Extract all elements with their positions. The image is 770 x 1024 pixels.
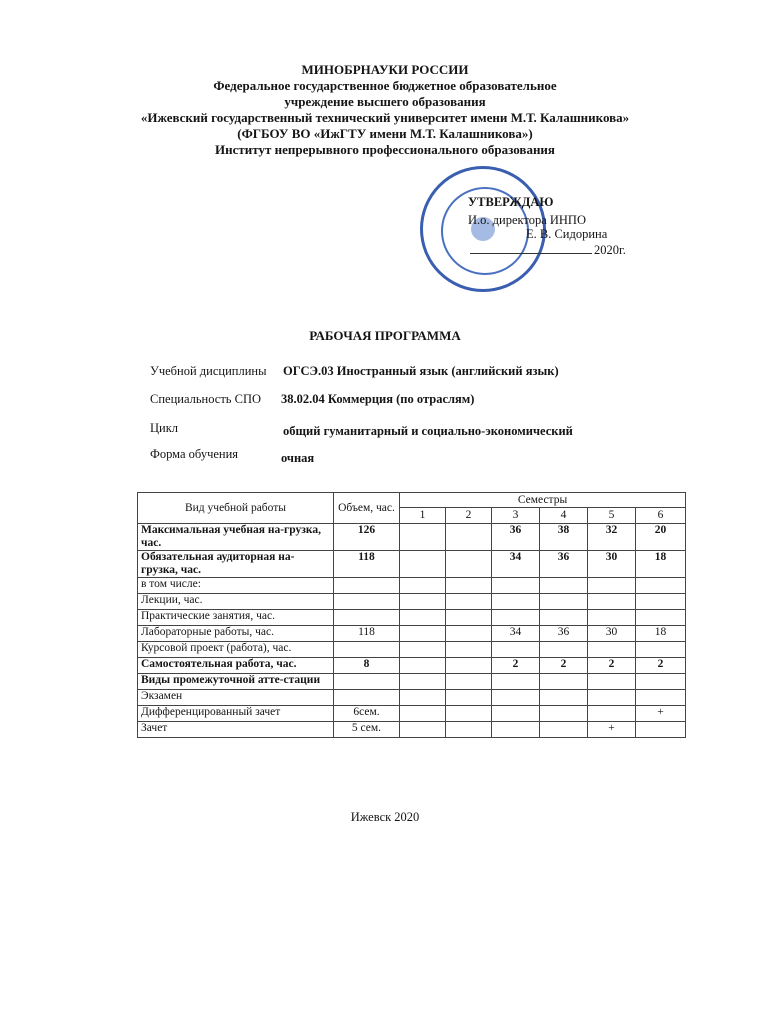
approval-signer: Е. В. Сидорина — [526, 227, 608, 241]
semester-cell: 2 — [540, 658, 588, 674]
row-volume: 126 — [334, 524, 400, 551]
row-label: Курсовой проект (работа), час. — [138, 642, 334, 658]
semester-cell — [400, 690, 446, 706]
semester-cell — [446, 642, 492, 658]
semester-cell — [446, 674, 492, 690]
semester-cell: 34 — [492, 551, 540, 578]
semester-cell: 18 — [636, 626, 686, 642]
discipline-label: Учебной дисциплины — [150, 364, 267, 378]
row-label: Самостоятельная работа, час. — [138, 658, 334, 674]
semester-cell — [492, 578, 540, 594]
semester-cell — [636, 578, 686, 594]
table-row — [138, 658, 686, 674]
semester-cell — [400, 658, 446, 674]
semester-cell — [588, 578, 636, 594]
semester-cell — [540, 690, 588, 706]
semester-header: 1 — [400, 508, 446, 524]
semester-cell — [446, 690, 492, 706]
ministry-name: МИНОБРНАУКИ РОССИИ — [301, 62, 469, 77]
row-label: Лекции, час. — [138, 594, 334, 610]
col-header-type: Вид учебной работы — [138, 493, 334, 524]
semester-cell: 38 — [540, 524, 588, 551]
semester-cell — [446, 524, 492, 551]
semester-cell — [540, 642, 588, 658]
table-row — [138, 551, 686, 578]
cycle-label: Цикл — [150, 421, 179, 435]
university-name: «Ижевский государственный технический университет имени М.Т. Калашникова» — [140, 110, 630, 125]
row-volume: 118 — [334, 551, 400, 578]
table-row — [138, 706, 686, 722]
table-body — [138, 524, 686, 738]
table-row — [138, 642, 686, 658]
semester-cell — [588, 706, 636, 722]
semester-cell — [588, 642, 636, 658]
city-year: Ижевск 2020 — [350, 810, 420, 824]
semester-cell: 34 — [492, 626, 540, 642]
semester-cell — [400, 642, 446, 658]
row-label: Лабораторные работы, час. — [138, 626, 334, 642]
study-form-label: Форма обучения — [150, 447, 239, 461]
table-row — [138, 524, 686, 551]
semester-cell — [636, 674, 686, 690]
semester-cell — [588, 674, 636, 690]
col-header-semesters: Семестры — [400, 493, 686, 508]
semester-cell — [540, 594, 588, 610]
semester-cell — [446, 551, 492, 578]
row-volume: 8 — [334, 658, 400, 674]
approval-position: И.о. директора ИНПО — [468, 213, 586, 227]
semester-cell — [400, 722, 446, 738]
row-volume — [334, 610, 400, 626]
semester-cell — [492, 690, 540, 706]
semester-cell — [588, 594, 636, 610]
row-label: Экзамен — [138, 690, 334, 706]
semester-cell — [540, 578, 588, 594]
semester-cell: + — [588, 722, 636, 738]
semester-header: 5 — [588, 508, 636, 524]
row-label: Виды промежуточной атте-стации — [138, 674, 334, 690]
semester-cell — [492, 594, 540, 610]
semester-cell — [446, 626, 492, 642]
semester-cell — [400, 594, 446, 610]
approval-title: УТВЕРЖДАЮ — [468, 195, 554, 209]
semester-cell — [588, 690, 636, 706]
semester-header: 4 — [540, 508, 588, 524]
semester-cell — [400, 674, 446, 690]
semester-cell — [400, 524, 446, 551]
semester-cell — [540, 706, 588, 722]
semester-header: 2 — [446, 508, 492, 524]
semester-cell — [400, 610, 446, 626]
specialty-value: 38.02.04 Коммерция (по отраслям) — [281, 392, 475, 406]
semester-cell — [540, 722, 588, 738]
row-volume — [334, 642, 400, 658]
row-volume — [334, 690, 400, 706]
row-volume: 118 — [334, 626, 400, 642]
semester-cell — [540, 674, 588, 690]
row-label: Зачет — [138, 722, 334, 738]
semester-cell: 32 — [588, 524, 636, 551]
row-volume: 6сем. — [334, 706, 400, 722]
semester-cell — [446, 722, 492, 738]
semester-cell: 36 — [540, 626, 588, 642]
cycle-value: общий гуманитарный и социально-экономический — [283, 424, 573, 438]
org-type-line: Федеральное государственное бюджетное образовательное — [213, 78, 557, 93]
semester-cell — [636, 594, 686, 610]
row-label: в том числе: — [138, 578, 334, 594]
semester-cell — [492, 722, 540, 738]
semester-cell: 20 — [636, 524, 686, 551]
semester-cell — [446, 610, 492, 626]
semester-cell — [540, 610, 588, 626]
table-row — [138, 578, 686, 594]
university-abbr: (ФГБОУ ВО «ИжГТУ имени М.Т. Калашникова») — [237, 126, 533, 141]
discipline-value: ОГСЭ.03 Иностранный язык (английский язык) — [283, 364, 559, 378]
table-row — [138, 610, 686, 626]
semester-cell — [400, 626, 446, 642]
semester-cell — [636, 690, 686, 706]
semester-cell — [588, 610, 636, 626]
semester-cell: 30 — [588, 551, 636, 578]
semester-cell: 36 — [492, 524, 540, 551]
row-label: Дифференцированный зачет — [138, 706, 334, 722]
semester-cell — [492, 642, 540, 658]
semester-cell — [492, 674, 540, 690]
table-row — [138, 626, 686, 642]
semester-cell — [492, 706, 540, 722]
semester-header: 3 — [492, 508, 540, 524]
semester-cell: 36 — [540, 551, 588, 578]
semester-cell: 2 — [492, 658, 540, 674]
semester-header: 6 — [636, 508, 686, 524]
workload-table — [137, 492, 686, 738]
semester-cell — [446, 594, 492, 610]
semester-cell — [446, 578, 492, 594]
semester-cell — [446, 706, 492, 722]
semester-cell: 30 — [588, 626, 636, 642]
semester-cell: + — [636, 706, 686, 722]
semester-cell — [400, 551, 446, 578]
row-volume — [334, 578, 400, 594]
semester-cell: 18 — [636, 551, 686, 578]
semester-cell — [492, 610, 540, 626]
row-volume — [334, 674, 400, 690]
row-volume — [334, 594, 400, 610]
semester-cell — [636, 610, 686, 626]
institute-name: Институт непрерывного профессионального образования — [215, 142, 555, 157]
row-label: Обязательная аудиторная на-грузка, час. — [138, 551, 334, 578]
specialty-label: Специальность СПО — [150, 392, 262, 406]
org-level-line: учреждение высшего образования — [284, 94, 486, 109]
row-volume: 5 сем. — [334, 722, 400, 738]
semester-cell: 2 — [588, 658, 636, 674]
study-form-value: очная — [281, 451, 315, 465]
col-header-volume: Объем, час. — [334, 493, 400, 524]
table-row — [138, 674, 686, 690]
table-row — [138, 722, 686, 738]
table-row — [138, 690, 686, 706]
semester-cell — [446, 658, 492, 674]
semester-cell — [636, 722, 686, 738]
semester-cell: 2 — [636, 658, 686, 674]
table-row — [138, 594, 686, 610]
date-line — [470, 253, 592, 254]
document-title: РАБОЧАЯ ПРОГРАММА — [309, 328, 461, 343]
semester-cell — [400, 578, 446, 594]
row-label: Практические занятия, час. — [138, 610, 334, 626]
semester-cell — [400, 706, 446, 722]
approval-date: 2020г. — [594, 243, 626, 257]
semester-cell — [636, 642, 686, 658]
row-label: Максимальная учебная на-грузка, час. — [138, 524, 334, 551]
